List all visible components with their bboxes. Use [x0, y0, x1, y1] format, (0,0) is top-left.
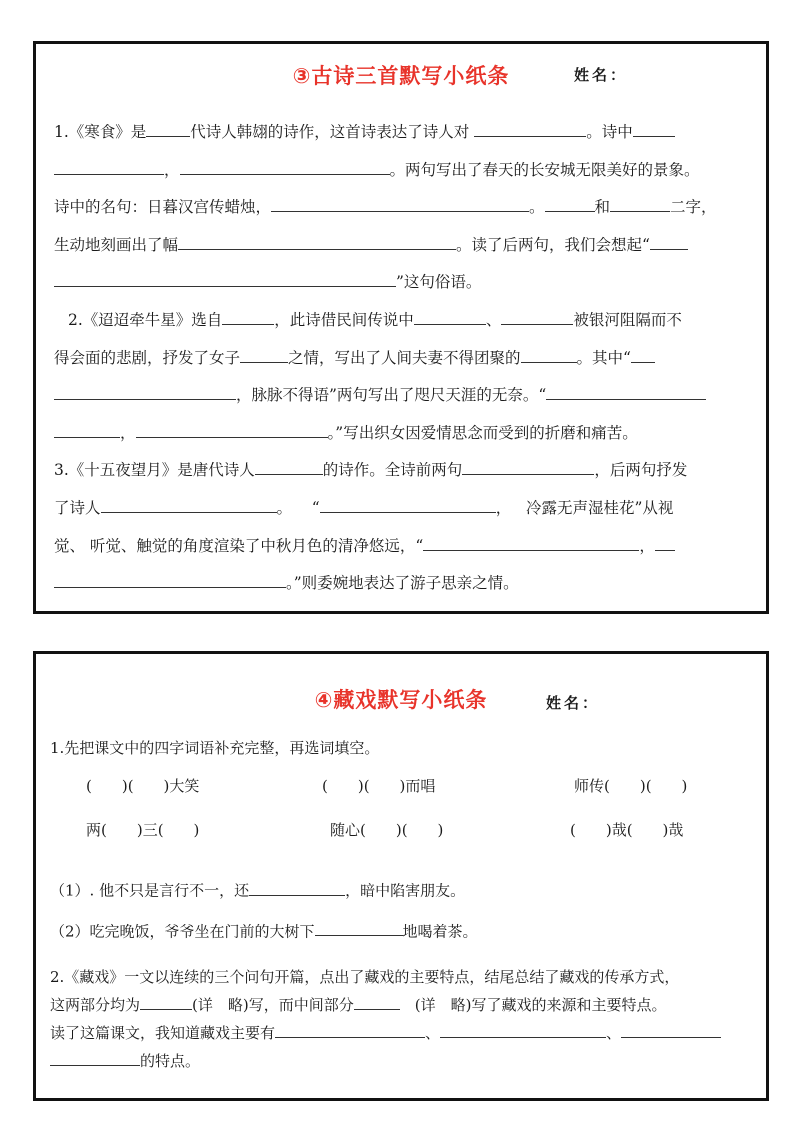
blank[interactable] — [655, 532, 675, 550]
blank[interactable] — [440, 1021, 606, 1039]
blank[interactable] — [54, 269, 396, 287]
blank[interactable] — [240, 345, 288, 363]
idiom-item[interactable]: 两( )三( ) — [86, 821, 200, 839]
dictation-card-poems — [33, 41, 769, 614]
idiom-grid — [50, 774, 752, 874]
blank[interactable] — [320, 495, 496, 513]
blank[interactable] — [146, 119, 190, 137]
question-1: 1.《寒食》是 代诗人韩翃的诗作，这首诗表达了诗人对 。诗中 ， 。两句写出了春天的长安城无限美好的景象。 诗中的名句：日暮汉宫传蜡烛， 。 和 二字， 生动地刻画出了幅 。读了后两句，我们会想起“ ”这句俗语。 — [54, 114, 752, 302]
name-label: 姓名： — [546, 694, 601, 712]
blank[interactable] — [423, 532, 639, 550]
blank[interactable] — [633, 119, 675, 137]
blank[interactable] — [140, 993, 192, 1011]
blank[interactable] — [621, 1021, 721, 1039]
blank[interactable] — [545, 194, 595, 212]
question-3: 3.《十五夜望月》是唐代诗人 的诗作。全诗前两句 ，后两句抒发 了诗人 。 “ ， 冷露无声湿桂花”从视 觉、 听觉、触觉的角度渲染了中秋月色的清净悠远，“ ， 。”则委婉地表达了游子思亲之情。 — [54, 452, 752, 602]
blank[interactable] — [50, 1049, 140, 1067]
blank[interactable] — [54, 570, 286, 588]
card-title: ③古诗三首默写小纸条 — [292, 64, 510, 88]
name-label: 姓名： — [574, 66, 629, 84]
blank[interactable] — [249, 878, 345, 896]
blank[interactable] — [222, 307, 274, 325]
dictation-card-tibetan-opera — [33, 651, 769, 1101]
question-2: 2.《藏戏》一文以连续的三个问句开篇，点出了藏戏的主要特点，结尾总结了藏戏的传承方式， 这两部分均为 (详 略)写，而中间部分 (详 略)写了藏戏的来源和主要特点。 读了这篇课文，我知道藏戏主要有 、 、 的特点。 — [50, 963, 752, 1075]
blank[interactable] — [101, 495, 277, 513]
fill-sentence-2: （2）吃完晚饭，爷爷坐在门前的大树下 地喝着茶。 — [50, 919, 752, 944]
question-1-intro: 1.先把课文中的四字词语补充完整，再选词填空。 — [50, 739, 380, 757]
blank[interactable] — [414, 307, 486, 325]
idiom-item[interactable]: ( )哉( )哉 — [570, 821, 684, 839]
idiom-item[interactable]: ( )( )大笑 — [86, 777, 200, 795]
blank[interactable] — [271, 194, 529, 212]
blank[interactable] — [255, 457, 323, 475]
question-2: 2.《迢迢牵牛星》选自 ，此诗借民间传说中 、 被银河阻隔而不 — [54, 302, 752, 340]
card-title: ④藏戏默写小纸条 — [314, 688, 488, 712]
idiom-item[interactable]: ( )( )而唱 — [322, 777, 436, 795]
blank[interactable] — [315, 919, 403, 937]
blank[interactable] — [354, 993, 400, 1011]
blank[interactable] — [180, 157, 390, 175]
blank[interactable] — [54, 420, 120, 438]
blank[interactable] — [501, 307, 573, 325]
fill-sentence-1: （1）. 他不只是言行不一，还 ，暗中陷害朋友。 — [50, 878, 752, 903]
blank[interactable] — [631, 345, 655, 363]
blank[interactable] — [462, 457, 594, 475]
blank[interactable] — [54, 157, 164, 175]
blank[interactable] — [546, 382, 706, 400]
blank[interactable] — [650, 232, 688, 250]
blank[interactable] — [521, 345, 577, 363]
blank[interactable] — [474, 119, 586, 137]
idiom-item[interactable]: 随心( )( ) — [330, 821, 444, 839]
blank[interactable] — [275, 1021, 425, 1039]
idiom-item[interactable]: 师传( )( ) — [574, 777, 688, 795]
card-body: 1.《寒食》是 代诗人韩翃的诗作，这首诗表达了诗人对 。诗中 ， 。两句写出了春天的长安城无限美好的景象。 诗中的名句：日暮汉宫传蜡烛， 。 和 二字， 生动地刻画出了幅 。读了后两句，我们会想起“ ”这句俗语。 2.《迢迢牵牛星》选自 ，此诗借民间传说中 、 被银河阻隔而不 得会面的悲剧，抒发了女子 之情，写出了人间夫妻不得团聚的 。其中“ ，脉脉不得语”两句写出了咫尺天涯的无奈。“ ， 。”写出织女因爱情思念而受到的折磨和痛苦。 3.《十五夜望月》是唐代诗人 的诗作。全诗前两句 ，后两句抒发 了诗人 。 “ ， 冷露无声湿桂花”从视 觉、 听觉、触觉的角度渲染了中秋月色的清净悠远，“ ， 。”则委婉地表达了游子思亲之情。 — [54, 114, 752, 603]
card-body — [50, 736, 752, 1075]
blank[interactable] — [136, 420, 328, 438]
blank[interactable] — [54, 382, 236, 400]
blank[interactable] — [610, 194, 670, 212]
blank[interactable] — [178, 232, 456, 250]
